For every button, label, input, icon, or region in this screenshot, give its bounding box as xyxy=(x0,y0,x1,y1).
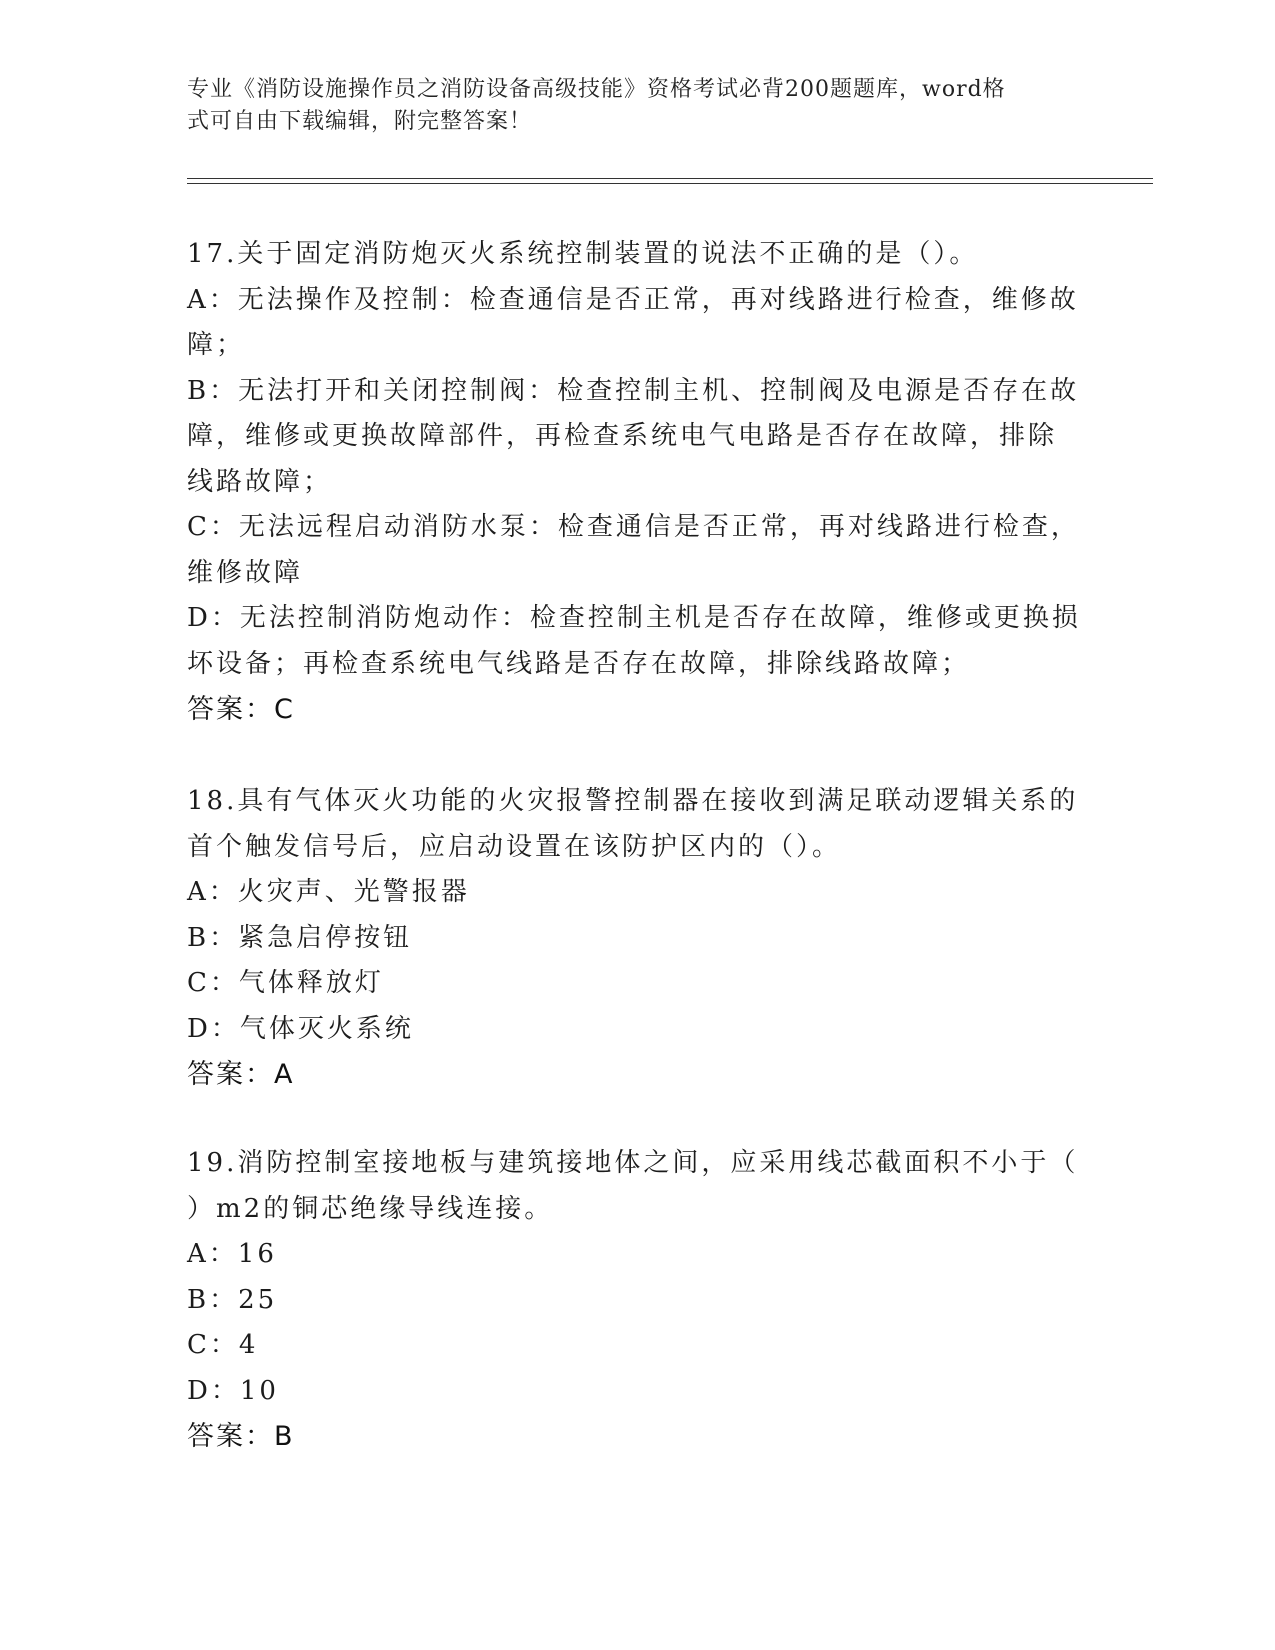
option-a xyxy=(187,278,1087,369)
option-line: C：无法远程启动消防水泵：检查通信是否正常，再对线路进行检查， xyxy=(187,512,1080,542)
option-line: A：火灾声、光警报器 xyxy=(187,877,470,907)
question-18 xyxy=(187,779,1087,1098)
option-line: B：无法打开和关闭控制阀：检查控制主机、控制阀及电源是否存在故 xyxy=(187,375,1080,406)
question-stem: 首个触发信号后，应启动设置在该防护区内的（）。 xyxy=(187,831,842,862)
option-b xyxy=(187,369,1087,506)
answer-label: 答案：B xyxy=(187,1421,295,1452)
header-line-2: 式可自由下载编辑，附完整答案！ xyxy=(187,109,533,134)
document-header xyxy=(187,74,1067,138)
option-line: 维修故障 xyxy=(187,557,304,588)
option-a xyxy=(187,870,1087,916)
option-line: D：无法控制消防炮动作：检查控制主机是否存在故障，维修或更换损 xyxy=(187,603,1081,633)
option-line: 障，维修或更换故障部件，再检查系统电气电路是否存在故障，排除 xyxy=(187,421,1058,451)
option-line: B：紧急启停按钮 xyxy=(187,922,413,953)
answer-label: 答案：A xyxy=(187,1059,295,1090)
option-line: A：无法操作及控制：检查通信是否正常，再对线路进行检查，维修故 xyxy=(187,284,1079,315)
answer-label: 答案：C xyxy=(187,694,295,725)
header-line-1: 专业《消防设施操作员之消防设备高级技能》资格考试必背200题题库，word格 xyxy=(187,77,1006,102)
question-stem: 19.消防控制室接地板与建筑接地体之间，应采用线芯截面积不小于（ xyxy=(187,1148,1079,1178)
option-b xyxy=(187,1278,1087,1324)
header-divider-top xyxy=(187,178,1153,179)
option-line: A：16 xyxy=(187,1239,277,1269)
option-line: D：10 xyxy=(187,1375,279,1406)
option-line: 坏设备；再检查系统电气线路是否存在故障，排除线路故障； xyxy=(187,648,971,679)
question-stem: 18.具有气体灭火功能的火灾报警控制器在接收到满足联动逻辑关系的 xyxy=(187,786,1079,816)
option-line: C：气体释放灯 xyxy=(187,968,384,998)
option-line: C：4 xyxy=(187,1330,259,1360)
option-b xyxy=(187,916,1087,962)
question-stem: 17.关于固定消防炮灭火系统控制装置的说法不正确的是（）。 xyxy=(187,239,979,269)
option-line: B：25 xyxy=(187,1284,278,1315)
option-c xyxy=(187,961,1087,1007)
option-line: D：气体灭火系统 xyxy=(187,1013,414,1044)
option-c xyxy=(187,505,1087,596)
question-19 xyxy=(187,1141,1087,1460)
option-line: 线路故障； xyxy=(187,466,333,497)
option-d xyxy=(187,1369,1087,1415)
header-divider-bottom xyxy=(187,183,1153,184)
question-17 xyxy=(187,232,1087,733)
option-line: 障； xyxy=(187,330,246,360)
option-a xyxy=(187,1232,1087,1278)
option-d xyxy=(187,1007,1087,1053)
question-stem: ）m2的铜芯绝缘导线连接。 xyxy=(187,1193,554,1224)
option-d xyxy=(187,596,1087,687)
option-c xyxy=(187,1323,1087,1369)
